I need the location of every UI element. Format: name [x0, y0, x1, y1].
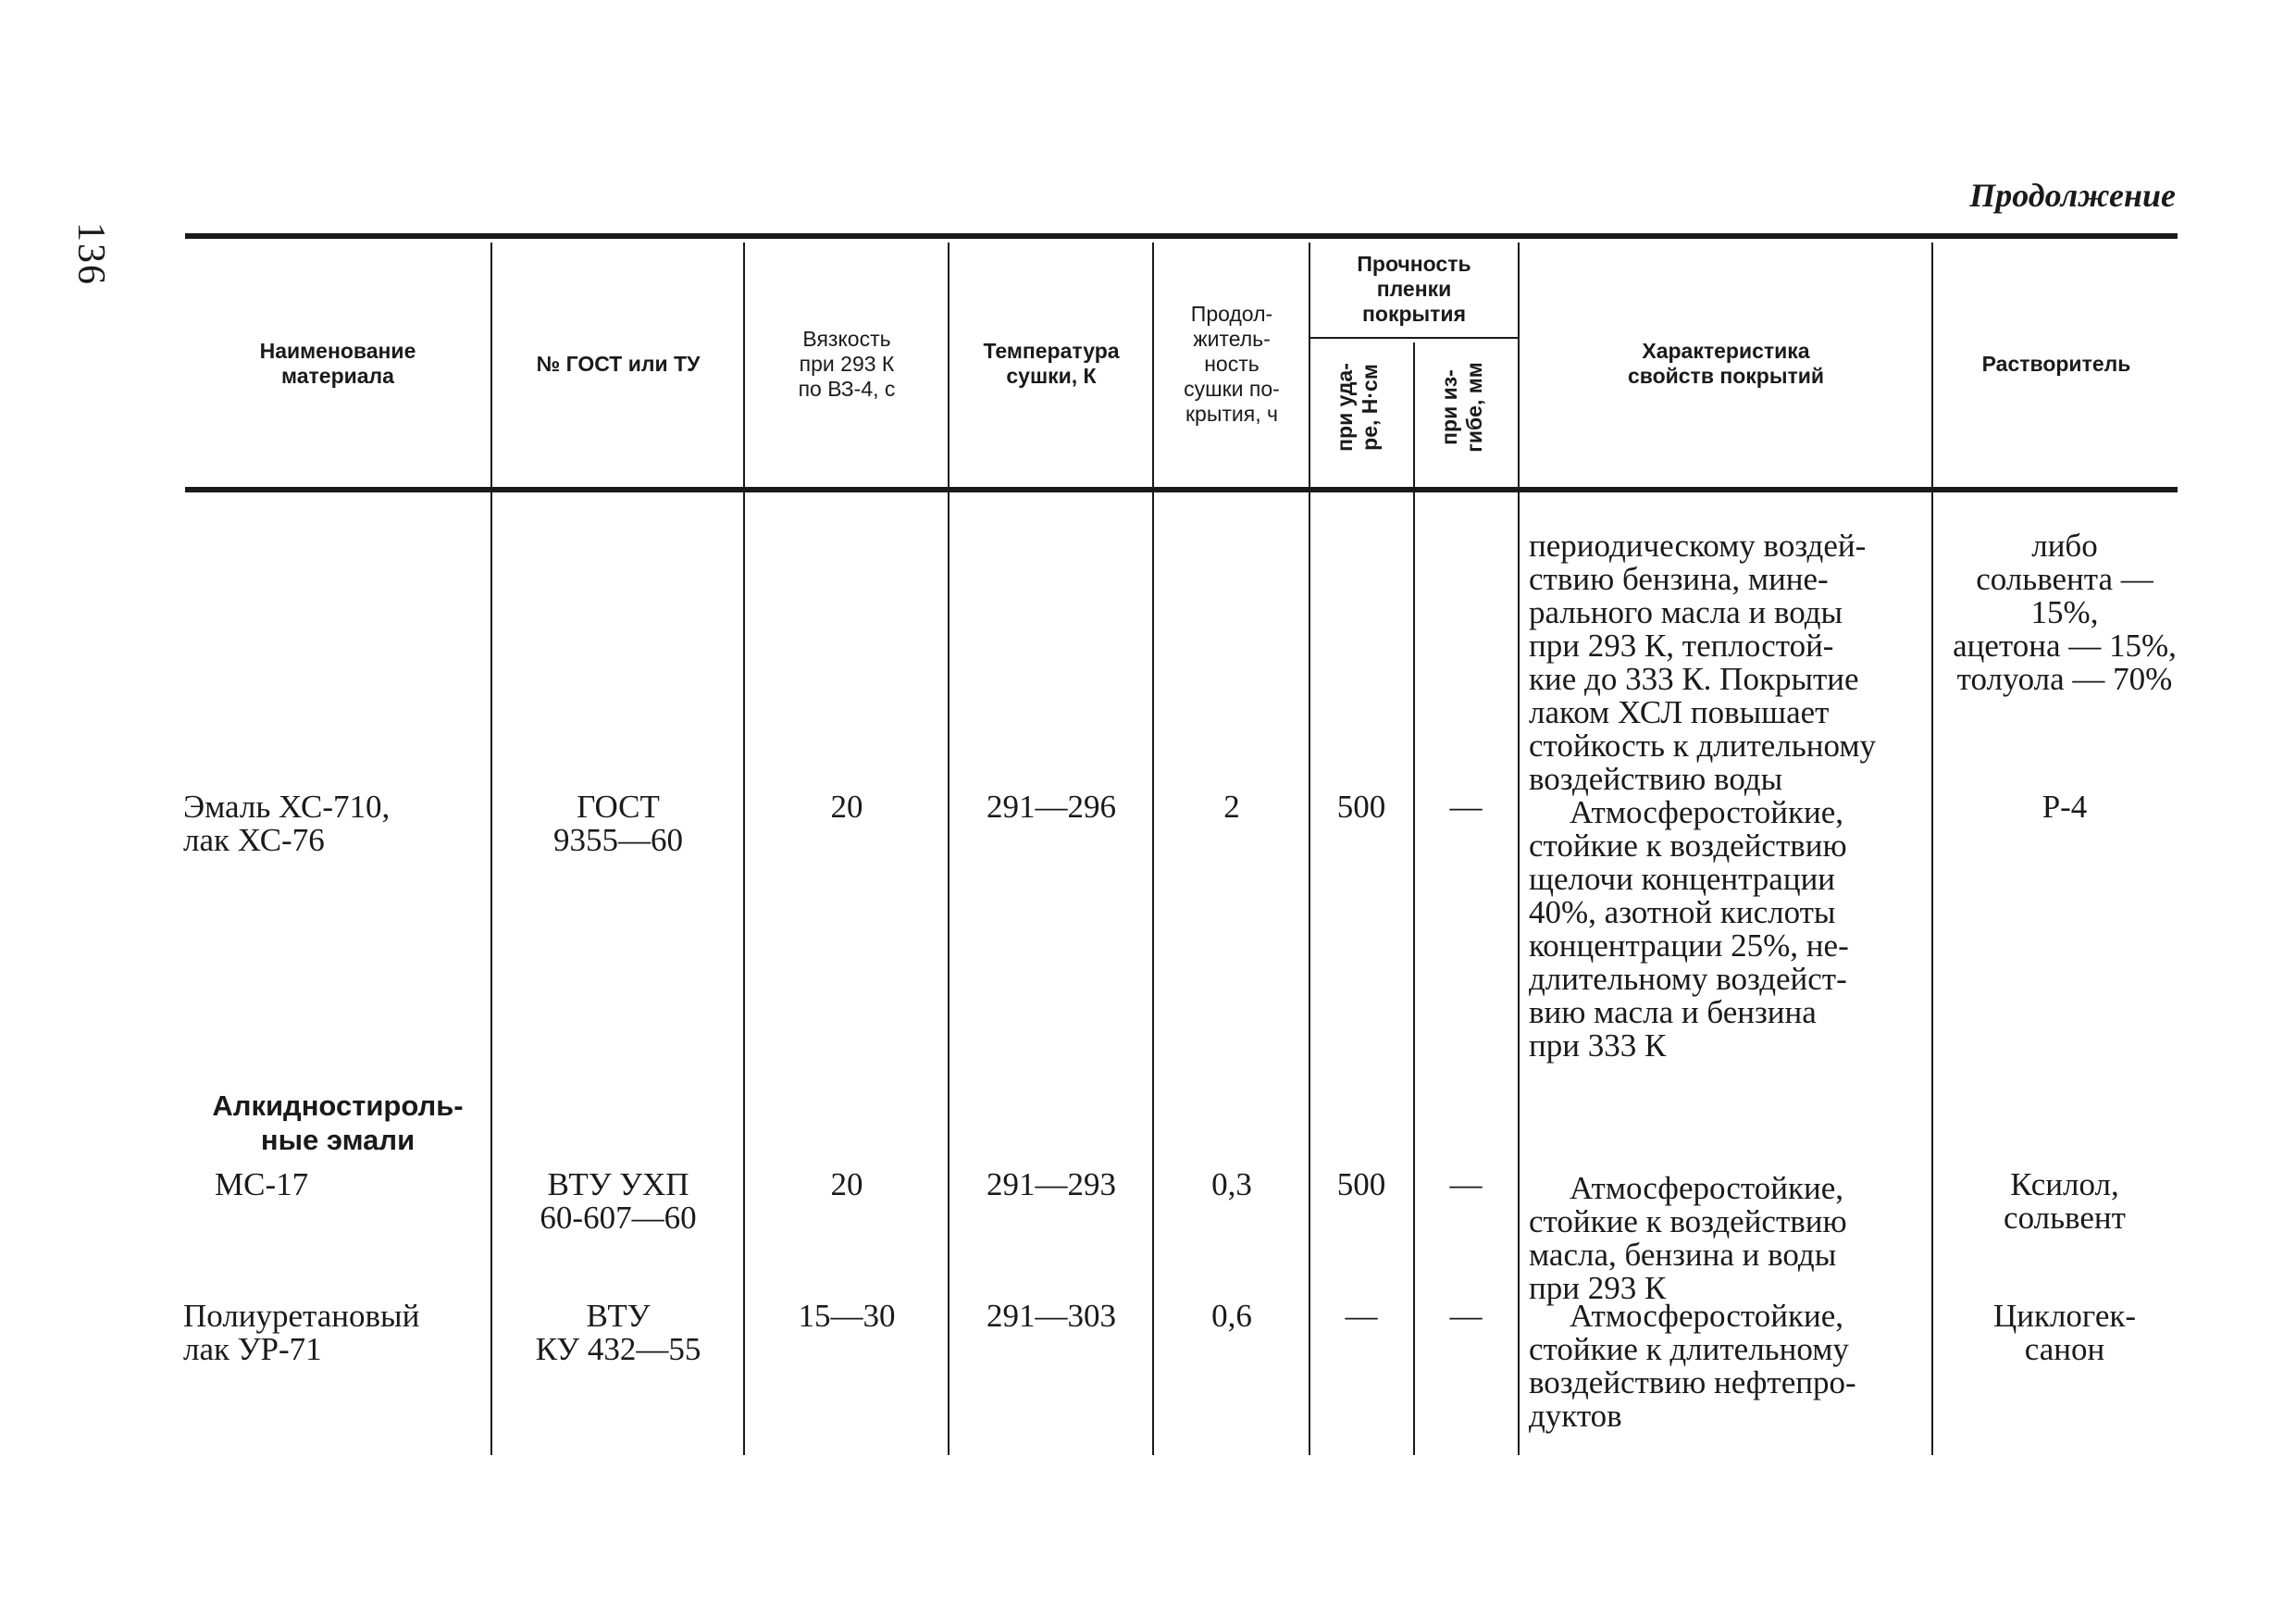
column-divider — [490, 243, 492, 1455]
column-divider — [1309, 243, 1310, 1455]
ur71-solvent: Циклогек- санон — [1992, 1298, 2137, 1367]
column-divider — [1152, 243, 1154, 1455]
column-divider — [1518, 243, 1520, 1455]
xs710-duration: 2 — [1223, 789, 1240, 825]
header-viscosity: Вязкость при 293 К по ВЗ-4, с — [798, 326, 896, 401]
continuation-solvent: либо сольвента — 15%, ацетона — 15%, толуола — 70% — [1953, 528, 2177, 697]
header-characteristics: Характеристика свойств покрытий — [1627, 339, 1825, 388]
xs710-viscosity: 20 — [830, 789, 863, 825]
ms17-characteristics: Атмосферостойкие, стойкие к воздействию масла, бензина и воды при 293 К — [1529, 1170, 1847, 1306]
header-temperature: Температура сушки, К — [983, 339, 1120, 388]
xs710-gost: ГОСТ 9355—60 — [553, 789, 683, 858]
xs710-impact: 500 — [1336, 789, 1386, 825]
ms17-duration: 0,3 — [1211, 1166, 1252, 1202]
ur71-impact: — — [1345, 1298, 1378, 1334]
xs710-bend: — — [1449, 789, 1483, 825]
ur71-viscosity: 15—30 — [798, 1298, 896, 1334]
column-divider — [1413, 342, 1415, 1455]
page-number: 136 — [69, 222, 112, 286]
ur71-gost: ВТУ КУ 432—55 — [535, 1298, 701, 1367]
header-gost: № ГОСТ или ТУ — [536, 351, 701, 376]
ur71-temperature: 291—303 — [987, 1298, 1116, 1334]
header-bottom-rule — [185, 487, 2178, 492]
xs710-solvent: Р-4 — [2042, 789, 2088, 825]
header-strength-group: Прочность пленки покрытия — [1357, 251, 1471, 326]
ms17-bend: — — [1449, 1166, 1483, 1202]
xs710-temperature: 291—296 — [987, 789, 1116, 825]
ms17-viscosity: 20 — [830, 1166, 863, 1202]
ms17-temperature: 291—293 — [987, 1166, 1116, 1202]
continuation-characteristics: периодическому воздей- ствию бензина, мине- рального масла и воды при 293 К, теплостой- кие до 333 К. Покрытие лаком ХСЛ повышает стойкость к длительному воздействию воды — [1529, 528, 1876, 797]
column-divider — [743, 243, 745, 1455]
header-solvent: Растворитель — [1981, 351, 2131, 376]
ur71-characteristics: Атмосферостойкие, стойкие к длительному воздействию нефтепро- дуктов — [1529, 1298, 1856, 1434]
ur71-bend: — — [1449, 1298, 1483, 1334]
ms17-solvent: Ксилол, сольвент — [2004, 1166, 2126, 1236]
column-divider — [1931, 243, 1933, 1455]
strength-subheader-rule — [1309, 337, 1518, 339]
header-strength-impact: при уда- ре, Н·см — [1333, 363, 1382, 452]
header-duration: Продол- житель- ность сушки по- крытия, ч — [1184, 301, 1280, 426]
ur71-material: Полиуретановый лак УР-71 — [183, 1298, 420, 1367]
header-material: Наименование материала — [259, 339, 416, 388]
xs710-material: Эмаль ХС-710, лак ХС-76 — [183, 789, 391, 858]
group-heading-alkyd: Алкидностироль- ные эмали — [212, 1089, 464, 1156]
xs710-characteristics: Атмосферостойкие, стойкие к воздействию щелочи концентрации 40%, азотной кислоты концентрации 25%, не- длительному воздейст- вию масла и бензина при 333 К — [1529, 794, 1849, 1064]
ur71-duration: 0,6 — [1211, 1298, 1252, 1334]
ms17-material: МС-17 — [215, 1166, 309, 1202]
ms17-gost: ВТУ УХП 60-607—60 — [540, 1166, 697, 1236]
table-top-rule — [185, 233, 2178, 239]
ms17-impact: 500 — [1336, 1166, 1386, 1202]
column-divider — [948, 243, 949, 1455]
header-strength-bend: при из- гибе, мм — [1437, 362, 1486, 453]
running-head: Продолжение — [1969, 177, 2176, 214]
